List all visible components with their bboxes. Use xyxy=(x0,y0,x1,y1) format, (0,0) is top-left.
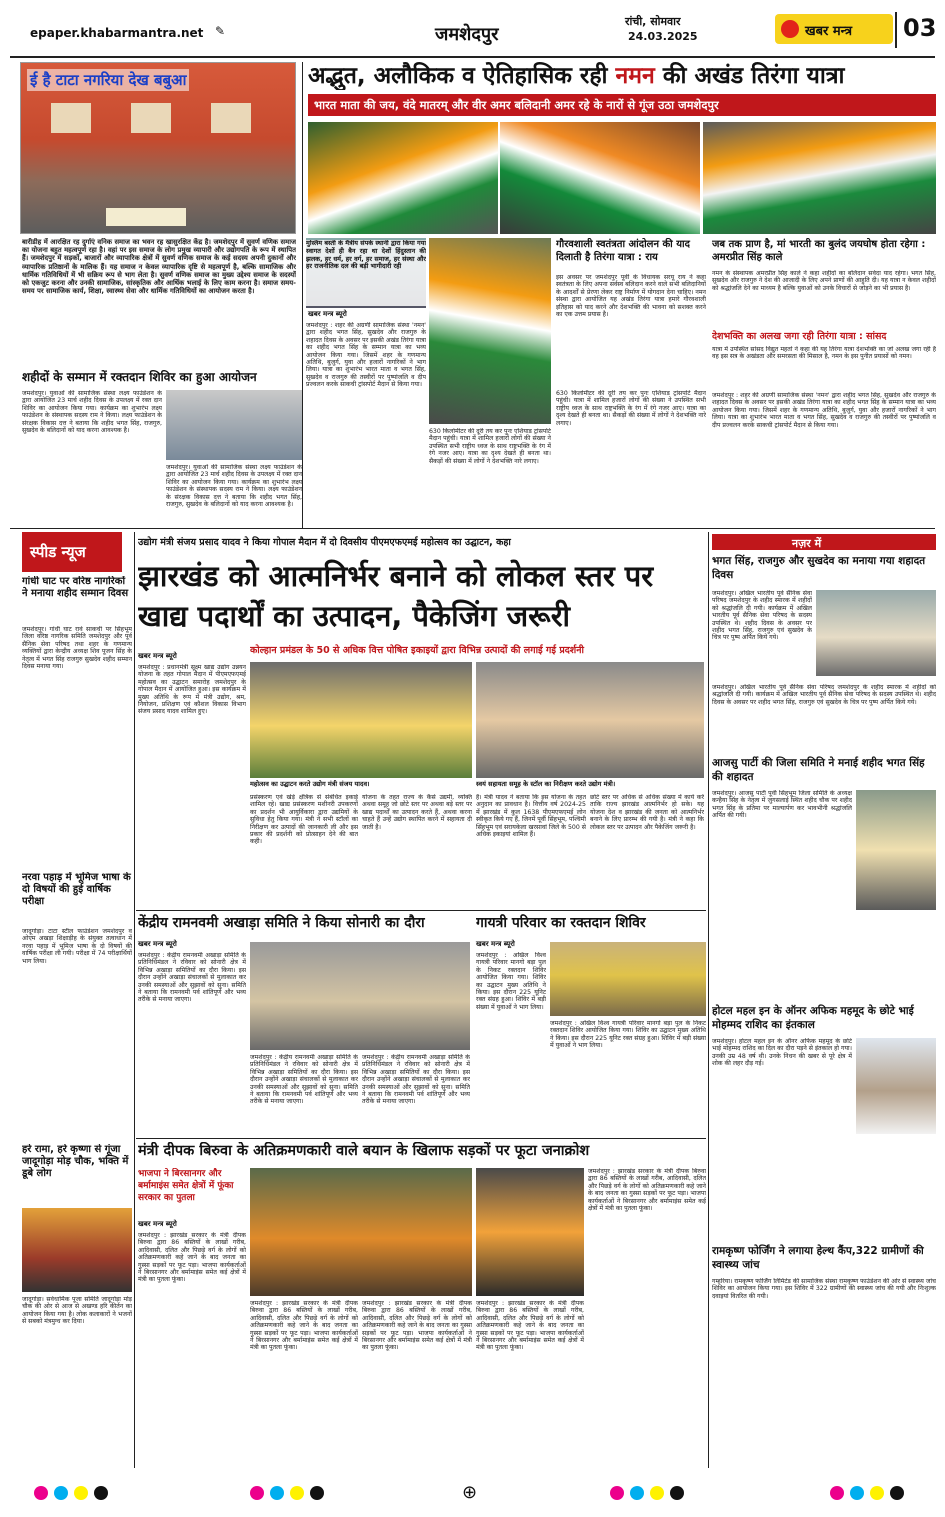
lead-col-2: प्रसंस्करण एवं खेड़े क्षेत्रिक से संबंधित इकाई शामिल रहे। खाद्य प्रसंस्करण मशीनरी उपकरणों का प्रदर्शन भी आयुर्विकारा द्वारा उद्यमियों के सुविधा हेतु किया गया। मंत्री ने सभी स्टॉलों का निरीक्षण कर उत्पादों की जानकारी ली और इस प्रकार की प्रदर्शनी को प्रोत्साहन देने की बात कही। xyxy=(250,794,358,846)
right-portrait xyxy=(856,1038,936,1134)
registration-dot xyxy=(670,1486,684,1500)
rally-photo-5 xyxy=(429,238,551,424)
speed-news-h2: नरवा पहाड़ में भूमिज भाषा के दो विषयों की हुई वार्षिक परीक्षा xyxy=(22,872,131,907)
color-registration-strip xyxy=(10,1478,935,1508)
birua-photo-1 xyxy=(250,1168,472,1296)
birua-body: जमशेदपुर : झारखंड सरकार के मंत्री दीपक बिरुवा द्वारा 86 बस्तियों के लाखों गरीब, आदिवासी, दलित और पिछड़े वर्ग के लोगों को अतिक्रमणकारी कहे जाने के बाद जनता का गुस्सा सड़कों पर फूट पड़ा। भाजपा कार्यकर्ताओं ने बिरसानगर और बर्मामाइंस समेत कई क्षेत्रों में मंत्री का पुतला फूंका। xyxy=(138,1232,246,1284)
lead-col-1: जमशेदपुर : प्रधानमंत्री सूक्ष्म खाद्य उद्योग उन्नयन योजना के तहत गोपाल मैदान में पीएमएफएमई महोत्सव का उद्घाटन समारोह जमशेदपुर के गोपाल मैदान में आयोजित हुआ। इस कार्यक्रम में मुख्य अतिथि के रूप में मंत्री उद्योग, श्रम, नियोजन, प्रशिक्षण एवं कौशल विकास विभाग संजय प्रसाद यादव शामिल हुए। xyxy=(138,664,246,716)
right-column-label-bar xyxy=(712,534,936,550)
cursor-icon: ✎ xyxy=(215,24,226,38)
building-window xyxy=(211,103,251,133)
feature-body: बारीडीह में आरक्षित रह दुर्गाएं वनिक समाज का भवन रह खासुरक्षित केंद्र है। जमशेदपुर में सुवर्ण वणिक समाज का योजना बहुत महत्वपूर्ण रहा है। वहां पर इस समाज के लोग प्रमुख व्यापारी और उद्योगपति के रूप में स्थापित हैं। जमशेदपुर में सड़कों, बाजारों और व्यापारिक क्षेत्रों में सुवर्ण वणिक समाज के कई सदस्य अपनी दुकानों और व्यापारिक प्रतिष्ठानों के मालिक हैं। यह समाज न केवल व्यापारिक दृष्टि से महत्वपूर्ण है, बल्कि सामाजिक और धार्मिक गतिविधियों में भी सक्रिय रूप से भाग लेता है। सुवर्ण वणिक समाज का मुख्य उद्देश्य समाज के सदस्यों को एकजुट करना और उनकी सामाजिक, सांस्कृतिक और आर्थिक भलाई के लिए काम करना है। समाज समय-समय पर सामाजिक कार्य, शिक्षा, स्वास्थ्य सेवा और धार्मिक गतिविधियों का आयोजन करता है। xyxy=(22,238,296,296)
right-photo-1 xyxy=(816,590,936,676)
ramnavami-byline: खबर मन्त्र ब्यूरो xyxy=(138,940,177,948)
registration-dot xyxy=(74,1486,88,1500)
lead-photo-2 xyxy=(476,662,704,778)
gayatri-photo xyxy=(550,942,706,1016)
registration-dot xyxy=(630,1486,644,1500)
site-url[interactable]: epaper.khabarmantra.net xyxy=(30,26,204,40)
column-rule xyxy=(134,532,135,1468)
column-rule xyxy=(708,532,709,1468)
birua-body-continued: जमशेदपुर : झारखंड सरकार के मंत्री दीपक बिरुवा द्वारा 86 बस्तियों के लाखों गरीब, आदिवासी, दलित और पिछड़े वर्ग के लोगों को अतिक्रमणकारी कहे जाने के बाद जनता का गुस्सा सड़कों पर फूट पड़ा। भाजपा कार्यकर्ताओं ने बिरसानगर और बर्मामाइंस समेत कई क्षेत्रों में मंत्री का पुतला फूंका। xyxy=(588,1168,706,1213)
gayatri-byline: खबर मन्त्र ब्यूरो xyxy=(476,940,515,948)
registration-dot xyxy=(610,1486,624,1500)
registration-dot xyxy=(290,1486,304,1500)
gayatri-body-continued: जमशेदपुर : अखिल विश्व गायत्री परिवार मानगो बड़ा पुल के निकट रक्तदान शिविर आयोजित किया गया। शिविर का उद्घाटन मुख्य अतिथि ने किया। इस दौरान 225 यूनिट रक्त संग्रह हुआ। शिविर में बड़ी संख्या में युवाओं ने भाग लिया। xyxy=(550,1020,706,1050)
speed-news-h3: हरे रामा, हरे कृष्णा से गूंजा जादूगोड़ा मोड़ चौक, भक्ति में डूबे लोग xyxy=(22,1144,129,1179)
crosshair-icon: ⊕ xyxy=(462,1482,478,1503)
main-col3-head: गौरवशाली स्वतंत्रता आंदोलन की याद दिलाती है तिरंगा यात्रा : राय xyxy=(556,239,690,263)
lead-headline: झारखंड को आत्मनिर्भर बनाने को लोकल स्तर पर खाद्य पदार्थों का उत्पादन, पैकेजिंग जरूरी xyxy=(138,559,654,633)
right-h2: आजसु पार्टी की जिला समिति ने मनाई शहीद भगत सिंह की शहादत xyxy=(712,757,925,783)
brand-emblem-icon xyxy=(781,20,799,38)
main-quote: मुस्लिम बस्ती के मैत्रीय संपर्क स्थानी द्वारा किया गया स्वागत देशों ही बैन रहा था देशों हिंदुस्तान की झलक, हर धर्म, हर वर्ग, हर समाज, हर संस्था और हर राजनीतिक दल की बड़ी भागीदारी रही xyxy=(306,240,426,306)
main-headline-part: अद्भुत, अलौकिक व ऐतिहासिक रही xyxy=(308,63,616,89)
feature-photo-caption: ई है टाटा नगरिया देख बबुआ xyxy=(27,69,189,91)
building-window xyxy=(131,103,171,133)
registration-dot xyxy=(850,1486,864,1500)
right-b1-continued: जमशेदपुर। अखिल भारतीय पूर्व सैनिक सेवा परिषद जमशेदपुर के शहीद स्मारक में शहीदों को श्रद्धांजलि दी गयी। कार्यक्रम में अखिल भारतीय पूर्व सैनिक सेवा परिषद के सदस्य उपस्थित थे। शहीद दिवस के अवसर पर शहीद भगत सिंह, राजगुरु एवं सुखदेव के चित्र पर पुष्प अर्पित किये गये। xyxy=(712,684,936,706)
page-number: 03 xyxy=(903,14,937,42)
registration-dot xyxy=(870,1486,884,1500)
speed-news-h1: गांधी घाट पर वरिष्ठ नागरिकों ने मनाया शहीद सम्मान दिवस xyxy=(22,576,129,599)
registration-dot xyxy=(250,1486,264,1500)
masthead xyxy=(10,8,935,52)
birua-subhead: भाजपा ने बिरसानगर और बर्मामाइंस समेत क्षेत्रों में फूंका सरकार का पुतला xyxy=(138,1169,234,1203)
masthead-rule xyxy=(10,56,935,58)
lead-byline: खबर मन्त्र ब्यूरो xyxy=(138,652,177,660)
birua-body-continued: जमशेदपुर : झारखंड सरकार के मंत्री दीपक बिरुवा द्वारा 86 बस्तियों के लाखों गरीब, आदिवासी, दलित और पिछड़े वर्ग के लोगों को अतिक्रमणकारी कहे जाने के बाद जनता का गुस्सा सड़कों पर फूट पड़ा। भाजपा कार्यकर्ताओं ने बिरसानगर और बर्मामाइंस समेत कई क्षेत्रों में मंत्री का पुतला फूंका। xyxy=(362,1300,472,1352)
rally-photo-3 xyxy=(703,122,936,234)
birua-byline: खबर मन्त्र ब्यूरो xyxy=(138,1220,177,1228)
registration-dot xyxy=(34,1486,48,1500)
speed-news-b2: जादूगोड़ा। टाटा स्टील फाउंडेशन जमशेदपुर व ओएम अखड़ा शिक्षाड़ीह के संयुक्त तत्वाधान में नरवा पहाड़ में भूमिज भाषा के दो विषयों की वार्षिक परीक्षा ली गयी। परीक्षा में 74 परीक्षार्थियों भाग लिया। xyxy=(22,928,132,965)
main-col-2: 630 किलोमीटर की दूरी तय कर पुनः एशियाड ट्रांसपोर्ट मैदान पहुंची। यात्रा में शामिल हजारों लोगों की संख्या ने उपस्थित सभी राष्ट्रीय ध्वज के साथ राष्ट्रभक्ति के रंग में रंगे नजर आए। यात्रा का दृश्य देखते ही बनता था। सैकड़ों की संख्या में लोगों ने देशभक्ति नारे लगाए। xyxy=(429,428,551,465)
lead-col-4: है। मंत्री यादव ने बताया कि इस योजना के तहत अनुदान का प्रावधान है। वित्तीय वर्ष 2024-25 में झारखंड में कुल 1638 पीएमएफएमई लोन स्वीकृत किये गए हैं, जिनमें पूर्वी सिंहभूम, पश्चिमी सिंहभूम एवं सरायकेला खरसावां जिले के 500 से अधिक इकाइयां शामिल हैं। xyxy=(476,794,586,839)
lead-caption-2: स्वयं सहायता समूह के स्टॉल का निरीक्षण करते उद्योग मंत्री। xyxy=(476,780,616,788)
lead-photo-1 xyxy=(250,662,472,778)
ramnavami-headline: केंद्रीय रामनवमी अखाड़ा समिति ने किया सोनारी का दौरा xyxy=(138,915,425,931)
building-window xyxy=(51,103,91,133)
blood-camp-body-continued: जमशेदपुर। युवाओं की सामाजिक संस्था लक्ष्य फाउंडेशन के द्वारा आयोजित 23 मार्च शहीद दिवस के उपलक्ष्य में रक्त दान शिविर का आयोजन किया गया। कार्यक्रम का शुभारंभ लक्ष्य फाउंडेशन के संस्थापक सदस्य राम ने किया। लक्ष्य फाउंडेशन के संरक्षक विकास दत्त ने बताया कि शहीद भगत सिंह, राजगुरु, सुखदेव के बलिदानों को याद करना आवश्यक है। xyxy=(166,464,302,509)
main-headline-part: की अखंड तिरंगा यात्रा xyxy=(654,63,845,89)
right-h4: रामकृष्ण फोर्जिंग ने लगाया हेल्थ कैंप,322 ग्रामीणों की स्वास्थ्य जांच xyxy=(712,1245,924,1271)
ramnavami-body: जमशेदपुर : केंद्रीय रामनवमी अखाड़ा समिति के प्रतिनिधिमंडल ने रविवार को सोनारी क्षेत्र में विभिन्न अखाड़ा समितियों का दौरा किया। इस दौरान उन्होंने अखाड़ा संचालकों से मुलाकात कर उनकी समस्याओं और सुझावों को सुना। समिति ने बताया कि रामनवमी पर्व शांतिपूर्ण और भव्य तरीके से मनाया जाएगा। xyxy=(138,952,246,1004)
rally-photo-1 xyxy=(308,122,498,234)
lead-caption-1: महोत्सव का उद्घाटन करते उद्योग मंत्री संजय यादव। xyxy=(250,780,370,788)
right-column-label: नज़र में xyxy=(792,537,822,550)
main-col-4: नमन के संस्थापक अमरप्रीत सिंह काले ने कहा शहीदों का बलिदान सर्वदा याद रहेगा। भगत सिंह, सुखदेव और राजगुरु ने देश की आजादी के लिए अपने प्राणों की आहुति दी। यह यात्रा न केवल शहीदों को श्रद्धांजलि देने का माध्यम है बल्कि युवाओं को उनके विचारों से जोड़ने का भी प्रयास है। xyxy=(712,270,936,292)
brand-name: खबर मन्त्र xyxy=(805,24,853,39)
main-headline-highlight: नमन xyxy=(615,63,655,89)
speed-news-title: स्पीड न्यूज xyxy=(30,543,86,561)
feature-photo-box xyxy=(20,62,296,234)
main-col-3-continued: 630 किलोमीटर की दूरी तय कर पुनः एशियाड ट्रांसपोर्ट मैदान पहुंची। यात्रा में शामिल हजारों लोगों की संख्या ने उपस्थित सभी राष्ट्रीय ध्वज के साथ राष्ट्रभक्ति के रंग में रंगे नजर आए। यात्रा का दृश्य देखते ही बनता था। सैकड़ों की संख्या में लोगों ने देशभक्ति नारे लगाए। xyxy=(556,390,706,427)
registration-dot xyxy=(310,1486,324,1500)
column-rule xyxy=(302,62,303,528)
main-col-1: जमशेदपुर : शहर की अग्रणी सामाजिक संस्था 'नमन' द्वारा शहीद भगत सिंह, सुखदेव और राजगुरु के शहादत दिवस के अवसर पर इसकी अखंड तिरंगा यात्रा का शहीद भगत सिंह के सम्मान यात्रा का भव्य आयोजन किया गया। जिसमें शहर के गणमान्य अतिथि, बुजुर्ग, युवा और हजारों नागरिकों ने भाग लिया। यात्रा का शुभारंभ भारत माता व भगत सिंह, सुखदेव व राजगुरु की तस्वीरों पर पुष्पांजलि व दीप प्रज्वलन करके साकची ट्रांसपोर्ट मैदान से किया गया। xyxy=(306,322,426,389)
building-signboard xyxy=(106,208,186,226)
blood-camp-body: जमशेदपुर। युवाओं की सामाजिक संस्था लक्ष्य फाउंडेशन के द्वारा आयोजित 23 मार्च शहीद दिवस के उपलक्ष्य में रक्त दान शिविर का आयोजन किया गया। कार्यक्रम का शुभारंभ लक्ष्य फाउंडेशन के संस्थापक सदस्य राम ने किया। लक्ष्य फाउंडेशन के संरक्षक विकास दत्त ने बताया कि शहीद भगत सिंह, राजगुरु, सुखदेव के बलिदानों को याद करना आवश्यक है। xyxy=(22,390,162,435)
main-col-3: इस अवसर पर जमशेदपुर पूर्वी के विधायक सरयू राय ने कहा स्वतंत्रता के लिए अपना सर्वस्व बलिदान करने वाले सभी बलिदानियों के आदर्शों से प्रेरणा लेकर राष्ट्र निर्माण में योगदान देना चाहिए। नमन संस्था द्वारा आयोजित यह अखंड तिरंगा यात्रा हमारे गौरवशाली इतिहास को याद करने और देशभक्ति की भावना को सशक्त करने का एक उत्तम प्रयास है। xyxy=(556,274,706,319)
main-col-4c: जमशेदपुर : शहर की अग्रणी सामाजिक संस्था 'नमन' द्वारा शहीद भगत सिंह, सुखदेव और राजगुरु के शहादत दिवस के अवसर पर इसकी अखंड तिरंगा यात्रा का शहीद भगत सिंह के सम्मान यात्रा का भव्य आयोजन किया गया। जिसमें शहर के गणमान्य अतिथि, बुजुर्ग, युवा और हजारों नागरिकों ने भाग लिया। यात्रा का शुभारंभ भारत माता व भगत सिंह, सुखदेव व राजगुरु की तस्वीरों पर पुष्पांजलि व दीप प्रज्वलन करके साकची ट्रांसपोर्ट मैदान से किया गया। xyxy=(712,392,936,429)
section-rule xyxy=(10,528,935,529)
ramnavami-body-continued: जमशेदपुर : केंद्रीय रामनवमी अखाड़ा समिति के प्रतिनिधिमंडल ने रविवार को सोनारी क्षेत्र में विभिन्न अखाड़ा समितियों का दौरा किया। इस दौरान उन्होंने अखाड़ा संचालकों से मुलाकात कर उनकी समस्याओं और सुझावों को सुना। समिति ने बताया कि रामनवमी पर्व शांतिपूर्ण और भव्य तरीके से मनाया जाएगा। xyxy=(362,1054,470,1106)
birua-body-continued: जमशेदपुर : झारखंड सरकार के मंत्री दीपक बिरुवा द्वारा 86 बस्तियों के लाखों गरीब, आदिवासी, दलित और पिछड़े वर्ग के लोगों को अतिक्रमणकारी कहे जाने के बाद जनता का गुस्सा सड़कों पर फूट पड़ा। भाजपा कार्यकर्ताओं ने बिरसानगर और बर्मामाइंस समेत कई क्षेत्रों में मंत्री का पुतला फूंका। xyxy=(476,1300,584,1352)
main-headline xyxy=(308,62,936,90)
main-col4-head: जब तक प्राण है, मां भारती का बुलंद जयघोष होता रहेगा : अमरप्रीत सिंह काले xyxy=(712,239,926,263)
main-col4-head2: देशभक्ति का अलख जगा रही तिरंगा यात्रा : सांसद xyxy=(712,331,887,342)
main-byline: खबर मन्त्र ब्यूरो xyxy=(308,310,347,318)
section-rule xyxy=(136,1138,706,1139)
right-h1: भगत सिंह, राजगुरु और सुखदेव का मनाया गया शहादत दिवस xyxy=(712,555,926,581)
speed-news-b1: जमशेदपुर। गांधी घाट रावे साकची पर सिंहभूम जिला वरिष्ठ नागरिक समिति जमशेदपुर और पूर्व सैनिक सेवा परिषद तथा शहर के गणमान्य व्यक्तियों द्वारा केन्द्रीय अध्यक्ष शिव पूजन सिंह के नेतृत्व में भगत सिंह राजगुरु सुखदेव शहीद सम्मान दिवस मनाया गया। xyxy=(22,626,132,671)
ramnavami-body-continued: जमशेदपुर : केंद्रीय रामनवमी अखाड़ा समिति के प्रतिनिधिमंडल ने रविवार को सोनारी क्षेत्र में विभिन्न अखाड़ा समितियों का दौरा किया। इस दौरान उन्होंने अखाड़ा संचालकों से मुलाकात कर उनकी समस्याओं और सुझावों को सुना। समिति ने बताया कि रामनवमी पर्व शांतिपूर्ण और भव्य तरीके से मनाया जाएगा। xyxy=(250,1054,358,1106)
birua-photo-2 xyxy=(476,1168,584,1296)
lead-subhead: कोल्हान प्रमंडल के 50 से अधिक वित्त पोषित इकाइयों द्वारा विभिन्न उत्पादों की लगाई गई प्रदर्शनी xyxy=(250,645,584,656)
right-b2: जमशेदपुर। आजसु पार्टी पूर्वी सिंहभूम जिला समिति के अध्यक्ष कन्हैया सिंह के नेतृत्व में जुगसलाई स्थित शहीद चौक पर शहीद भगत सिंह के प्रतिमा पर माल्यार्पण कर भावभीनी श्रद्धांजलि अर्पित की गयी। xyxy=(712,790,852,820)
registration-dot xyxy=(54,1486,68,1500)
birua-body-continued: जमशेदपुर : झारखंड सरकार के मंत्री दीपक बिरुवा द्वारा 86 बस्तियों के लाखों गरीब, आदिवासी, दलित और पिछड़े वर्ग के लोगों को अतिक्रमणकारी कहे जाने के बाद जनता का गुस्सा सड़कों पर फूट पड़ा। भाजपा कार्यकर्ताओं ने बिरसानगर और बर्मामाइंस समेत कई क्षेत्रों में मंत्री का पुतला फूंका। xyxy=(250,1300,358,1352)
registration-dot xyxy=(830,1486,844,1500)
blood-camp-photo xyxy=(166,390,302,460)
city-day: रांची, सोमवार xyxy=(625,15,681,28)
right-photo-2 xyxy=(856,790,936,910)
gayatri-body: जमशेदपुर : अखिल विश्व गायत्री परिवार मानगो बड़ा पुल के निकट रक्तदान शिविर आयोजित किया गया। शिविर का उद्घाटन मुख्य अतिथि ने किया। इस दौरान 225 यूनिट रक्त संग्रह हुआ। शिविर में बड़ी संख्या में युवाओं ने भाग लिया। xyxy=(476,952,546,1011)
registration-dot xyxy=(94,1486,108,1500)
lead-col-3: योजना के तहत राज्य के कैसे उद्यमी, व्यक्ति अथवा समूह जो छोटे स्तर पर अथवा बड़े स्तर पर खाद्य पदार्थों का उत्पादन करते हैं, अथवा करना चाहते हैं उन्हें उद्योग स्थापित करने में सहायता दी जाती है। xyxy=(362,794,472,831)
registration-dot xyxy=(650,1486,664,1500)
right-b4: गम्हरिया। रामकृष्ण फोर्जिंग लिमिटेड की सामाजिक संस्था रामकृष्ण फाउंडेशन की ओर से स्वास्थ्य जांच शिविर का आयोजन किया गया। इस शिविर में 322 ग्रामीणों की स्वास्थ्य जांच की गयी और निःशुल्क दवाइयां वितरित की गयी। xyxy=(712,1278,936,1300)
masthead-divider xyxy=(895,12,897,48)
rally-photo-2 xyxy=(500,122,700,234)
brand-logo xyxy=(775,14,893,44)
speed-news-label xyxy=(22,532,122,572)
birua-headline: मंत्री दीपक बिरुवा के अतिक्रमणकारी वाले बयान के खिलाफ सड़कों पर फूटा जनाक्रोश xyxy=(138,1143,590,1159)
section-rule xyxy=(136,910,706,911)
registration-dot xyxy=(890,1486,904,1500)
speed-news-b3: जादूगोड़ा। सर्वधार्मिक पूजा समिति जादूगोड़ा मोड़ चौक की ओर से आज से अखण्ड हरि कीर्तन का आयोजन किया गया है। लोक कलाकारों ने भजनों से सबको मंत्रमुग्ध कर दिया। xyxy=(22,1296,132,1326)
right-b3: जमशेदपुर। होटल महल इन के ऑनर अफिक महमूद के छोटे भाई मोहम्मद राशिद का दिल का दौरा पड़ने से इंतकाल हो गया। उनकी उम्र 48 वर्ष थी। उनके निधन की खबर से पूरे क्षेत्र में शोक की लहर दौड़ गई। xyxy=(712,1038,852,1068)
right-h3: होटल महल इन के ऑनर अफिक महमूद के छोटे भाई मोहम्मद राशिद का इंतकाल xyxy=(712,1005,914,1031)
issue-date: 24.03.2025 xyxy=(628,30,698,43)
blood-camp-headline: शहीदों के सम्मान में रक्तदान शिविर का हुआ आयोजन xyxy=(22,370,257,384)
ramnavami-photo xyxy=(250,942,470,1050)
registration-dot xyxy=(270,1486,284,1500)
lead-col-5: छोटे स्तर पर अधिक से अधिक संख्या में कार्य करें ताकि राज्य झारखंड आत्मनिर्भर हो सके। यह योजना देश व झारखंड की जनता को आत्मनिर्भर बनाने के लिए प्रारम्भ की गयी है। मंत्री ने कहा कि लोकल स्तर पर उत्पादन और पैकेजिंग जरूरी है। xyxy=(590,794,704,831)
speed-news-photo xyxy=(22,1208,132,1292)
right-b1: जमशेदपुर। अखिल भारतीय पूर्व सैनिक सेवा परिषद जमशेदपुर के शहीद स्मारक में शहीदों को श्रद्धांजलि दी गयी। कार्यक्रम में अखिल भारतीय पूर्व सैनिक सेवा परिषद के सदस्य उपस्थित थे। शहीद दिवस के अवसर पर शहीद भगत सिंह, राजगुरु एवं सुखदेव के चित्र पर पुष्प अर्पित किये गये। xyxy=(712,590,812,642)
section-title: जमशेदपुर xyxy=(435,24,499,45)
main-subhead-bar xyxy=(308,94,936,116)
gayatri-headline: गायत्री परिवार का रक्तदान शिविर xyxy=(476,915,646,931)
main-col-4b: यात्रा में उपस्थित सांसद विद्युत महतो ने कहा की यह तिरंगा यात्रा देशभक्ति का जो अलख जगा रही है वह इस सत्र के अखंडता और समरसता की मिसाल है, नमन के इस पुनीत प्रयासों को नमन। xyxy=(712,346,936,361)
lead-kicker: उद्योग मंत्री संजय प्रसाद यादव ने किया गोपाल मैदान में दो दिवसीय पीएमएफएमई महोत्सव का उद्घाटन, कहा xyxy=(138,537,511,548)
main-subhead: भारत माता की जय, वंदे मातरम् और वीर अमर बलिदानी अमर रहे के नारों से गूंज उठा जमशेदपुर xyxy=(314,98,719,112)
